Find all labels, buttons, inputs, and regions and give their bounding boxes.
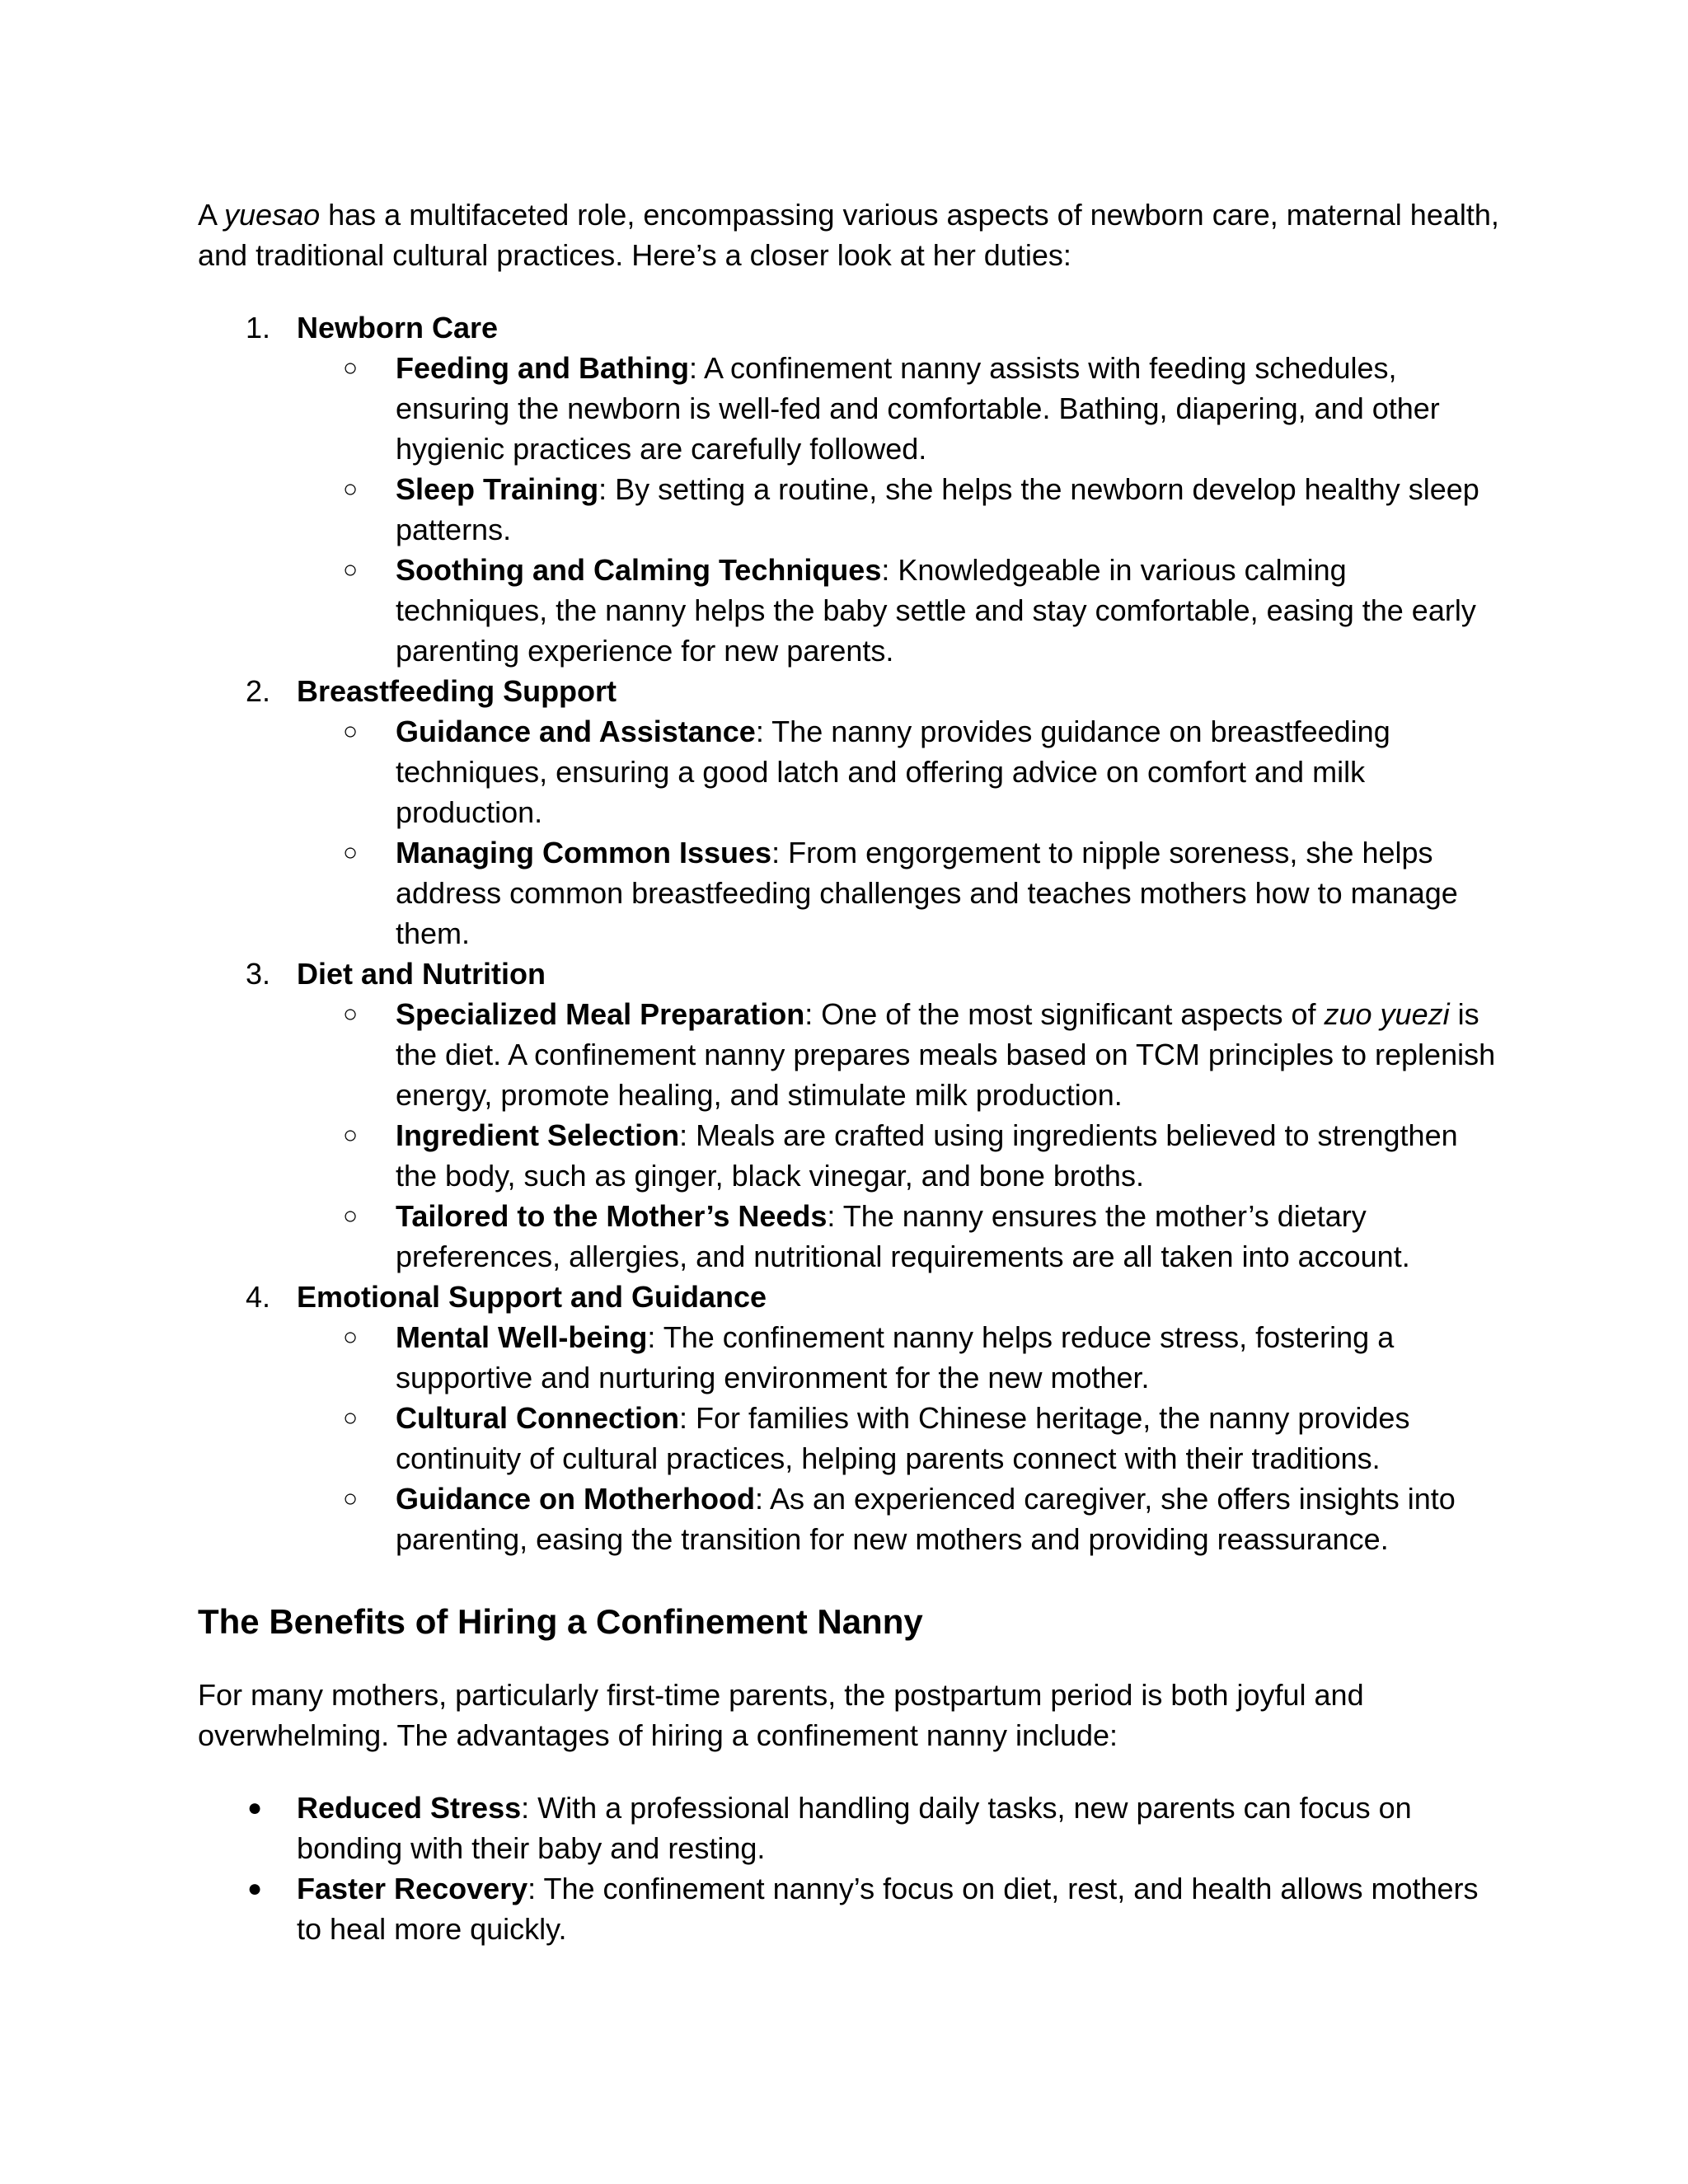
subitem-text: : For families with Chinese heritage, the nanny provides continuity of cultural practices, helping parents connect with their traditions. [396,1401,1410,1475]
subitem-text: : Meals are crafted using ingredients believed to strengthen the body, such as ginger, black vinegar, and bone broths. [396,1118,1458,1193]
subitem-term: Soothing and Calming Techniques [396,553,882,587]
hollow-bullet-icon: ○ [343,556,359,583]
hollow-bullet-icon: ○ [343,1001,359,1028]
duty-subitem [297,1479,1500,1559]
duty-subitems [297,348,1500,671]
duty-subitem [297,1115,1500,1196]
intro-pre: A [198,198,225,232]
hollow-bullet-icon: ○ [343,476,359,503]
subitem-term: Managing Common Issues [396,836,772,869]
duty-subitem [297,994,1500,1115]
benefit-term: Reduced Stress [297,1791,522,1825]
filled-bullet-icon: ● [247,1794,263,1821]
hollow-bullet-icon: ○ [343,1122,359,1149]
benefit-term: Faster Recovery [297,1872,528,1905]
subitem-term: Ingredient Selection [396,1118,680,1152]
subitem-text: : A confinement nanny assists with feeding schedules, ensuring the newborn is well-fed and comfortable. Bathing, diapering, and other hygienic practices are carefully followed. [396,351,1440,466]
duty-subitem [297,711,1500,832]
duty-title: Newborn Care [297,311,499,344]
subitem-term: Feeding and Bathing [396,351,689,385]
duty-subitems [297,711,1500,954]
benefit-text: : With a professional handling daily tasks, new parents can focus on bonding with their baby and resting. [297,1791,1412,1865]
benefit-item [198,1868,1500,1949]
duty-subitem [297,1317,1500,1398]
subitem-text: : As an experienced caregiver, she offers insights into parenting, easing the transition for new mothers and providing reassurance. [396,1482,1456,1556]
section-heading: The Benefits of Hiring a Confinement Nanny [198,1602,923,1641]
intro-post: has a multifaceted role, encompassing various aspects of newborn care, maternal health, and traditional cultural practices. Here’s a closer look at her duties: [198,198,1499,272]
duty-number: 3. [246,957,271,991]
duty-subitem [297,1196,1500,1277]
duty-item [198,1277,1500,1559]
intro-paragraph [198,194,1500,275]
duty-item [198,671,1500,954]
duty-number: 1. [246,311,271,344]
duty-subitem [297,469,1500,550]
hollow-bullet-icon: ○ [343,1404,359,1432]
duty-title: Emotional Support and Guidance [297,1280,767,1314]
subitem-term: Tailored to the Mother’s Needs [396,1199,828,1233]
hollow-bullet-icon: ○ [343,839,359,866]
subitem-term: Mental Well-being [396,1320,648,1354]
duty-title: Diet and Nutrition [297,957,546,991]
duties-list [198,307,1500,1559]
subitem-text: : From engorgement to nipple soreness, she helps address common breastfeeding challenges and teaches mothers how to manage them. [396,836,1458,950]
subitem-term: Guidance and Assistance [396,715,756,748]
hollow-bullet-icon: ○ [343,354,359,382]
duty-subitems [297,1317,1500,1559]
hollow-bullet-icon: ○ [343,1485,359,1512]
duty-number: 4. [246,1280,271,1314]
subitem-text: : Knowledgeable in various calming techniques, the nanny helps the baby settle and stay comfortable, easing the early parenting experience for new parents. [396,553,1476,668]
intro-italic-term: yuesao [224,198,321,232]
duty-subitem [297,832,1500,954]
subitem-text: : The nanny provides guidance on breastfeeding techniques, ensuring a good latch and offering advice on comfort and milk production. [396,715,1390,829]
duty-subitem [297,550,1500,671]
duty-subitems [297,994,1500,1277]
hollow-bullet-icon: ○ [343,1202,359,1230]
filled-bullet-icon: ● [247,1875,263,1902]
hollow-bullet-icon: ○ [343,1324,359,1351]
duty-subitem [297,1398,1500,1479]
benefits-list [198,1788,1500,1949]
duty-subitem [297,348,1500,469]
duty-number: 2. [246,674,271,708]
benefit-text: : The confinement nanny’s focus on diet, rest, and health allows mothers to heal more quickly. [297,1872,1479,1946]
duty-item [198,954,1500,1277]
subitem-text: : By setting a routine, she helps the newborn develop healthy sleep patterns. [396,472,1479,546]
subitem-text: : The nanny ensures the mother’s dietary preferences, allergies, and nutritional requirements are all taken into account. [396,1199,1410,1273]
subitem-term: Specialized Meal Preparation [396,997,805,1031]
duty-title: Breastfeeding Support [297,674,617,708]
benefits-intro-paragraph: For many mothers, particularly first-time parents, the postpartum period is both joyful and overwhelming. The advantages of hiring a confinement nanny include: [198,1678,1364,1752]
document-page [198,194,1500,1949]
benefit-item [198,1788,1500,1868]
subitem-text: : One of the most significant aspects of [804,997,1325,1031]
subitem-term: Sleep Training [396,472,599,506]
subitem-text: : The confinement nanny helps reduce stress, fostering a supportive and nurturing environment for the new mother. [396,1320,1395,1394]
subitem-term: Cultural Connection [396,1401,679,1435]
subitem-term: Guidance on Motherhood [396,1482,755,1516]
subitem-text-after: is the diet. A confinement nanny prepares meals based on TCM principles to replenish energy, promote healing, and stimulate milk production. [396,997,1496,1112]
hollow-bullet-icon: ○ [343,718,359,745]
duty-item [198,307,1500,671]
subitem-italic-term: zuo yuezi [1324,997,1450,1031]
